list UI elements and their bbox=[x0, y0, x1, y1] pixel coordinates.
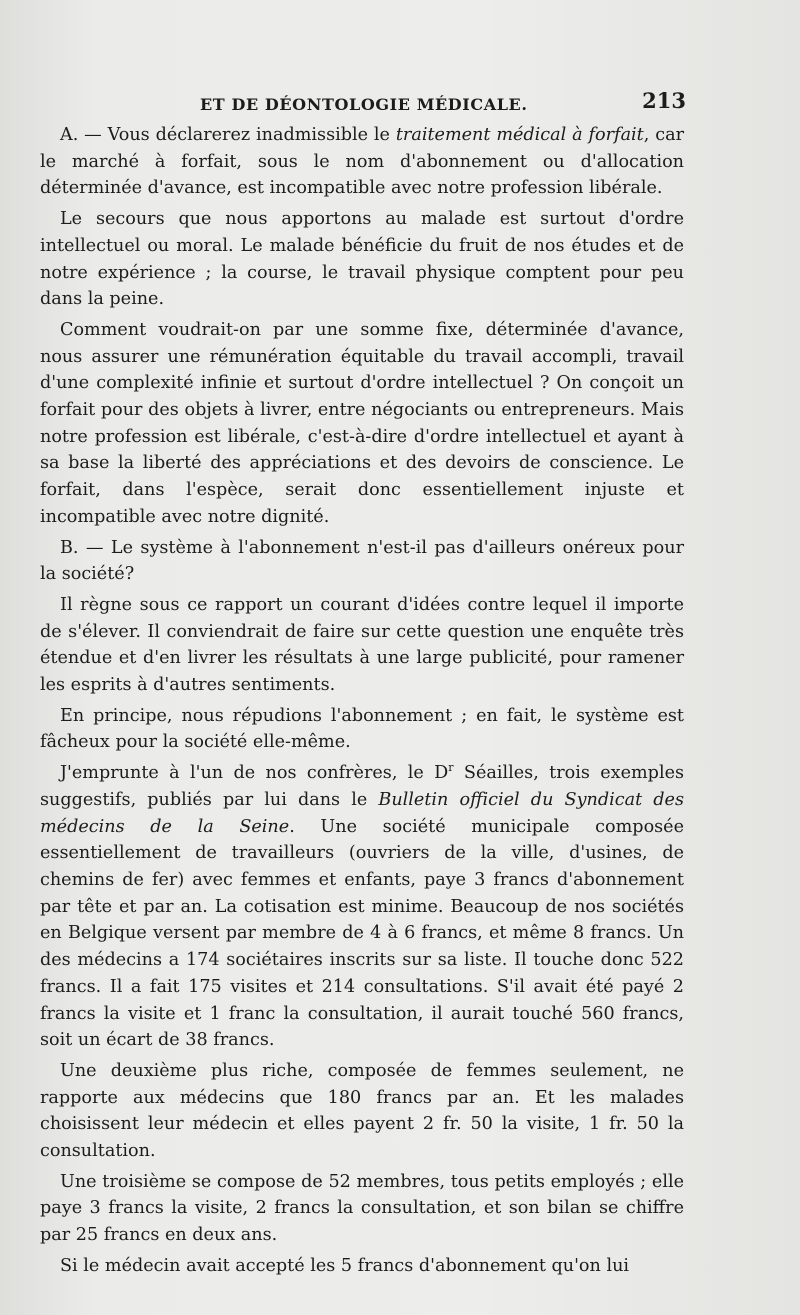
running-head: ET DE DÉONTOLOGIE MÉDICALE. bbox=[200, 95, 528, 114]
paragraph: Une troisième se compose de 52 membres, tous petits employés ; elle paye 3 francs la visite, 2 francs la consultation, et son bilan se chiffre par 25 francs en deux ans. bbox=[40, 1171, 684, 1246]
paragraph: A. — Vous déclarerez inadmissible le traitement médical à forfait, car le marché à forfait, sous le nom d'abonnement ou d'allocation déterminée d'avance, est incompatible avec notre profession libérale. bbox=[40, 125, 684, 199]
page-number: 213 bbox=[642, 88, 686, 113]
paragraph: J'emprunte à l'un de nos confrères, le $D^r$ Séailles, trois exemples suggestifs, publiés par lui dans le Bulletin officiel du Syndicat des médecins de la Seine. Une société municipale composée essentiellement de travailleurs (ouvriers de la ville, d'usines, de chemins de fer) avec femmes et enfants, paye 3 francs d'abonnement par tête et par an. La cotisation est minime. Beaucoup de nos sociétés en Belgique versent par membre de 4 à 6 francs, et même 8 francs. Un des médecins a 174 sociétaires inscrits sur sa liste. Il touche donc 522 francs. Il a fait 175 visites et 214 consultations. S'il avait été payé 2 francs la visite et 1 franc la consultation, il aurait touché 560 francs, soit un écart de 38 francs. bbox=[40, 761, 685, 1051]
page-header bbox=[40, 88, 686, 122]
paragraph: En principe, nous répudions l'abonnement ; en fait, le système est fâcheux pour la société elle-même. bbox=[40, 705, 684, 753]
emphasis: traitement médical à forfait bbox=[395, 125, 644, 145]
body-text bbox=[40, 122, 684, 1280]
paragraph: B. — Le système à l'abonnement n'est-il pas d'ailleurs onéreux pour la société? bbox=[40, 537, 684, 585]
paragraph: Si le médecin avait accepté les 5 francs d'abonnement qu'on lui bbox=[60, 1255, 630, 1276]
emphasis: Bulletin officiel du Syndicat des médecins de la Seine bbox=[40, 789, 684, 837]
paragraph: Comment voudrait-on par une somme fixe, déterminée d'avance, nous assurer une rémunération équitable du travail accompli, travail d'une complexité infinie et surtout d'ordre intellectuel ? On conçoit un forfait pour des objets à livrer, entre négociants ou entrepreneurs. Mais notre profession est libérale, c'est-à-dire d'ordre intellectuel et ayant à sa base la liberté des appréciations et des devoirs de conscience. Le forfait, dans l'espèce, serait donc essentiellement injuste et incompatible avec notre dignité. bbox=[40, 319, 684, 527]
paragraph: Le secours que nous apportons au malade est surtout d'ordre intellectuel ou moral. Le malade bénéficie du fruit de nos études et de notre expérience ; la course, le travail physique comptent pour peu dans la peine. bbox=[40, 209, 684, 310]
paragraph: Une deuxième plus riche, composée de femmes seulement, ne rapporte aux médecins que 180 francs par an. Et les malades choisissent leur médecin et elles payent 2 fr. 50 la visite, 1 fr. 50 la consultation. bbox=[40, 1060, 684, 1162]
book-page bbox=[40, 88, 686, 1284]
paragraph: Il règne sous ce rapport un courant d'idées contre lequel il importe de s'élever. Il conviendrait de faire sur cette question une enquête très étendue et d'en livrer les résultats à une large publicité, pour ramener les esprits à d'autres sentiments. bbox=[40, 594, 684, 696]
